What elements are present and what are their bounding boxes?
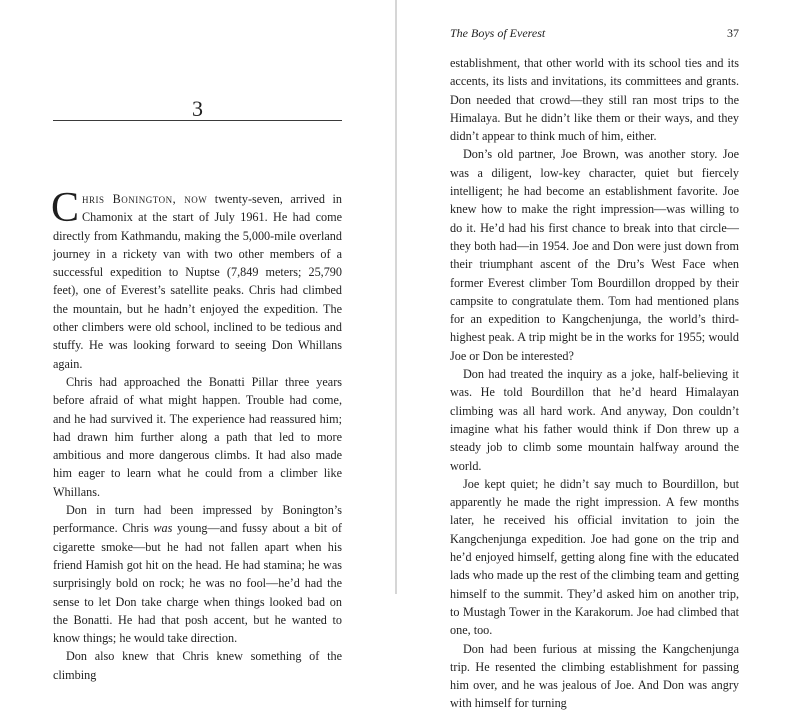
opening-paragraph	[51, 185, 343, 373]
opening-paragraph-text: twenty-seven, arrived in Chamonix at the start of July 1961. He had come directly from Kathmandu, making the 5,000-mile overland journey in a rickety van with two other members of a successful expedition to Nuptse (7,849 meters; 25,790 feet), one of Everest’s satellite peaks. Chris had climbed the mountain, but he hadn’t enjoyed the expedition. The other climbers were old school, inclined to be tedious and stuffy. He was looking forward to seeing Don Whillans again.	[53, 192, 343, 371]
opening-smallcaps-now: now	[176, 192, 208, 206]
paragraph: Joe kept quiet; he didn’t say much to Bourdillon, but apparently he made the right impression. A few months later, he received his official invitation to join the Kangchenjunga expedition. Joe had gone on the trip and he’d enjoyed himself, getting along fine with the educated lads who made up the rest of the climbing team and getting himself to the summit. They’d asked him on another trip, to Mustagh Tower in the Karakorum. Joe had climbed that one, too.	[450, 476, 739, 638]
drop-cap: C	[51, 185, 80, 231]
paragraph: Chris had approached the Bonatti Pillar three years before afraid of what might happen. Trouble had come, and he had survived it. The experience had reassured him; had drawn him further along a path that led to more ambitious and more dangerous climbs. It had also made him eager to learn what he could from a climber like Whillans.	[53, 374, 342, 499]
paragraph-text: young—and fussy about a bit of cigarette smoke—but he had not fallen apart when his friend Hamish got hit on the head. He had stamina; he was surprisingly bold on rock; he was no fool—he’d had the sense to let Don take charge when things looked bad on the Bonatti. He had that posh accent, but he wanted to know things; he would take direction.	[53, 521, 342, 646]
paragraph: Don also knew that Chris knew something of the climbing	[53, 649, 342, 682]
page-number: 37	[727, 26, 739, 40]
left-page	[0, 0, 395, 682]
opening-smallcaps: hris Bonington,	[82, 192, 177, 206]
paragraph-continued: establishment, that other world with its school ties and its accents, its lists and invitations, its committees and grants. Don needed that crowd—they still ran most trips to the Himalaya. But he didn’t like them or their ways, and they didn’t appear to think much of him, either.	[450, 56, 739, 144]
left-page-body	[51, 185, 343, 684]
paragraph: Don had been furious at missing the Kangchenjunga trip. He resented the climbing establishment for passing him over, and he was jealous of Joe. And Don was angry with himself for turning	[450, 641, 739, 711]
chapter-rule	[53, 120, 342, 121]
emphasis-text: was	[153, 521, 173, 536]
paragraph: Don’s old partner, Joe Brown, was another story. Joe was a diligent, low-key character, quiet but fiercely intelligent; he had become an establishment favorite. Joe knew how to make the right impression—was willing to do it. He’d had his first chance to break into that circle—they both had—in 1954. Joe and Don were just down from their triumphant ascent of the Dru’s West Face when former Everest climber Tom Bourdillon dropped by their campsite to congratulate them. Tom had mentioned plans for an expedition to Kangchenjunga, the world’s third-highest peak. A trip might be in the works for 1955; would Joe or Don be interested?	[450, 147, 739, 363]
chapter-number: 3	[192, 96, 203, 121]
paragraph-text: Don in turn had been impressed by Bonington’s performance. Chris	[53, 503, 342, 536]
paragraph	[53, 501, 342, 647]
right-page-body	[450, 54, 739, 713]
running-head: The Boys of Everest	[450, 26, 546, 40]
right-page	[397, 0, 791, 711]
paragraph: Don had treated the inquiry as a joke, half-believing it was. He told Bourdillon that he’d heard Himalayan climbing was all hard work. And anyway, Don couldn’t imagine what his father would think if Don threw up a steady job to climb some mountain halfway around the world.	[450, 367, 739, 473]
